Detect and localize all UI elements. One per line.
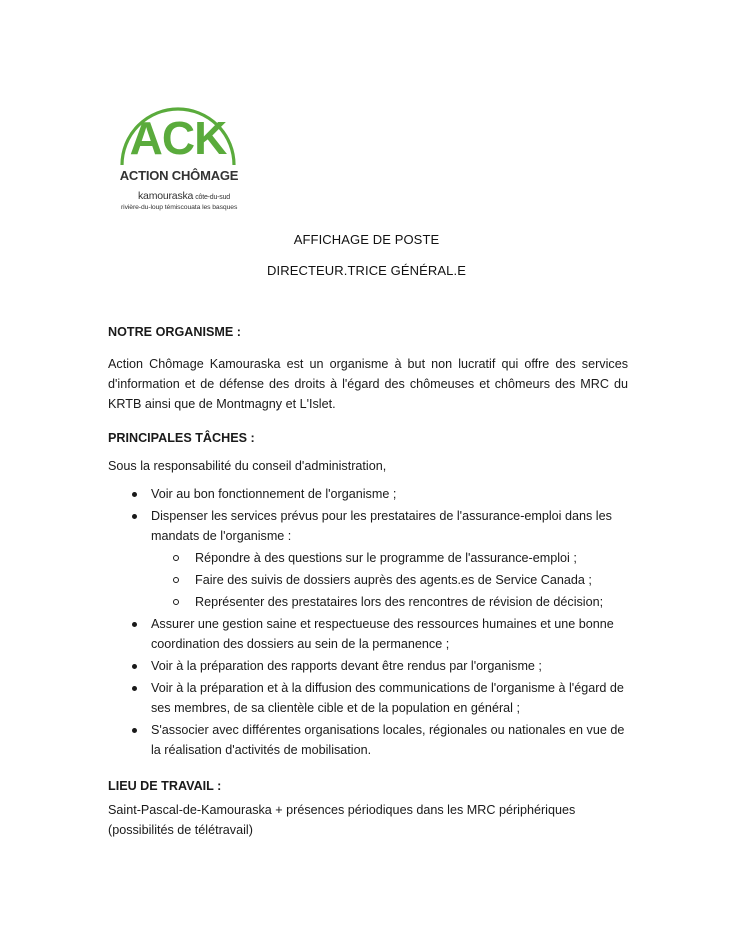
sub-list-item: Faire des suivis de dossiers auprès des agents.es de Service Canada ; <box>151 570 628 590</box>
lieu-line1: Saint-Pascal-de-Kamouraska + présences périodiques dans les MRC périphériques <box>108 803 576 817</box>
section-lieu <box>108 776 628 796</box>
list-item: Dispenser les services prévus pour les prestataires de l'assurance-emploi dans les mandats de l'organisme : Répondre à des questions sur le programme de l'assurance-emploi ; Faire des suivis de dossiers auprès des agents.es de Service Canada ; Représenter des prestataires lors des rencontres de révision de décision; <box>108 506 628 612</box>
taches-list-block <box>108 484 628 762</box>
list-item: Voir à la préparation et à la diffusion des communications de l'organisme à l'égard de ses membres, de sa clientèle cible et de la population en général ; <box>108 678 628 718</box>
posting-label: AFFICHAGE DE POSTE <box>293 232 440 247</box>
taches-intro: Sous la responsabilité du conseil d'administration, <box>108 459 387 473</box>
taches-sublist <box>151 548 628 612</box>
logo-name: ACTION CHÔMAGE <box>119 168 239 183</box>
job-title: DIRECTEUR.TRICE GÉNÉRAL.E <box>267 263 466 278</box>
logo-region-small: côte-du-sud <box>195 194 230 201</box>
section-taches <box>108 428 628 448</box>
lieu-body <box>108 800 628 840</box>
taches-list <box>108 484 628 760</box>
list-item: S'associer avec différentes organisations locales, régionales ou nationales en vue de la réalisation d'activités de mobilisation. <box>108 720 628 760</box>
logo-acronym: ACK <box>129 112 227 164</box>
section-heading-lieu: LIEU DE TRAVAIL : <box>108 779 222 793</box>
sub-list-item: Répondre à des questions sur le programme de l'assurance-emploi ; <box>151 548 628 568</box>
list-item: Assurer une gestion saine et respectueuse des ressources humaines et une bonne coordination des dossiers au sein de la permanence ; <box>108 614 628 654</box>
lieu-line2: (possibilités de télétravail) <box>108 823 253 837</box>
list-item: Voir à la préparation des rapports devant être rendus par l'organisme ; <box>108 656 628 676</box>
organisme-text: Action Chômage Kamouraska est un organisme à but non lucratif qui offre des services d'information et de défense des droits à l'égard des chômeuses et chômeurs des MRC du KRTB ainsi que de Montmagny et L'Islet. <box>108 357 628 411</box>
section-heading-organisme: NOTRE ORGANISME : <box>108 325 241 339</box>
organization-logo <box>108 103 248 218</box>
logo-region-line2: rivière-du-loup témiscouata les basques <box>121 204 238 211</box>
organisme-body <box>108 354 628 414</box>
section-heading-taches: PRINCIPALES TÂCHES : <box>108 431 255 445</box>
section-organisme <box>108 322 628 342</box>
taches-intro-block <box>108 456 628 476</box>
logo-region-main: kamouraska <box>138 190 194 202</box>
list-item: Voir au bon fonctionnement de l'organisme ; <box>108 484 628 504</box>
sub-list-item: Représenter des prestataires lors des rencontres de révision de décision; <box>151 592 628 612</box>
logo-region-line1 <box>138 190 230 202</box>
